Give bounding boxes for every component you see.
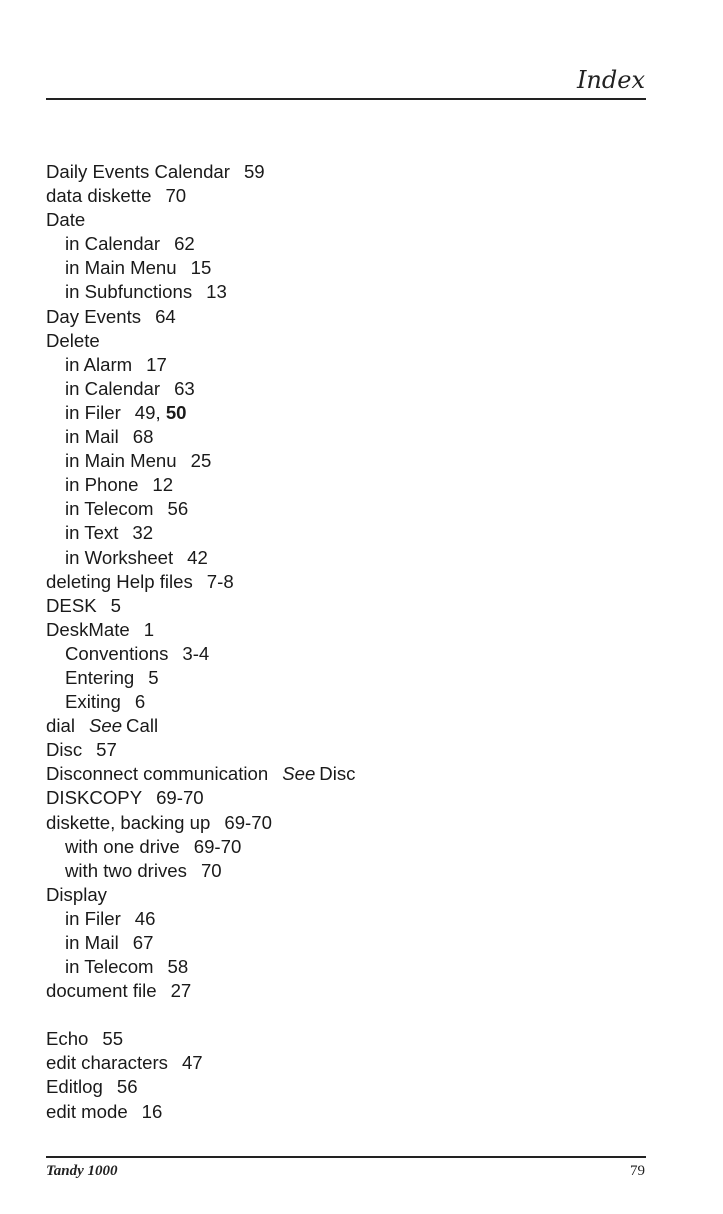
- index-entry: [46, 1100, 646, 1124]
- entry-term: DESK: [46, 594, 97, 616]
- index-entry: [46, 618, 646, 642]
- entry-see-target: Disc: [319, 763, 356, 785]
- entry-term: Disc: [46, 739, 83, 761]
- entry-term: in Alarm: [65, 353, 133, 375]
- index-subentry: [46, 931, 646, 955]
- entry-pages: 55: [102, 1028, 124, 1050]
- entry-term: Entering: [65, 666, 135, 688]
- index-entry: [46, 1075, 646, 1099]
- index-entry: [46, 208, 646, 232]
- entry-pages: 32: [132, 522, 154, 544]
- entry-term: with two drives: [65, 859, 187, 881]
- index-entry: [46, 762, 646, 786]
- entry-term: Exiting: [65, 691, 121, 713]
- index-subentry: [46, 859, 646, 883]
- entry-term: Conventions: [65, 642, 169, 664]
- entry-term: data diskette: [46, 185, 152, 207]
- index-subentry: [46, 256, 646, 280]
- entry-term: dial: [46, 715, 75, 737]
- entry-term: diskette, backing up: [46, 811, 211, 833]
- entry-term: Display: [46, 883, 107, 905]
- footer-rule: [46, 1156, 646, 1158]
- index-entry: [46, 1051, 646, 1075]
- entry-pages: 15: [190, 257, 212, 279]
- entry-pages: 49,: [134, 401, 161, 423]
- index-subentry: [46, 232, 646, 256]
- entry-pages: 13: [206, 281, 227, 303]
- index-entry: [46, 811, 646, 835]
- index-subentry: [46, 377, 646, 401]
- entry-term: in Subfunctions: [65, 281, 193, 303]
- entry-term: DISKCOPY: [46, 787, 143, 809]
- entry-see-label: See: [282, 763, 316, 785]
- index-entry: [46, 305, 646, 329]
- entry-pages: 62: [174, 233, 195, 255]
- index-entry: [46, 594, 646, 618]
- index-subentry: [46, 521, 646, 545]
- entry-pages: 68: [132, 426, 154, 448]
- entry-term: Day Events: [46, 305, 142, 327]
- entry-term: deleting Help files: [46, 570, 193, 592]
- entry-pages: 5: [110, 594, 121, 616]
- entry-pages: 56: [116, 1076, 138, 1098]
- entry-pages: 70: [200, 859, 222, 881]
- entry-term: in Telecom: [65, 956, 154, 978]
- index-entry: [46, 1027, 646, 1051]
- entry-pages: 70: [165, 185, 187, 207]
- entry-term: in Text: [65, 522, 119, 544]
- entry-pages: 69-70: [193, 835, 242, 857]
- index-entry: [46, 714, 646, 738]
- entry-term: with one drive: [65, 835, 180, 857]
- index-entries: [46, 160, 646, 1124]
- index-entry: [46, 786, 646, 810]
- entry-term: Daily Events Calendar: [46, 161, 230, 182]
- entry-pages: 58: [167, 956, 189, 978]
- entry-pages: 57: [96, 739, 117, 761]
- entry-term: in Calendar: [65, 233, 161, 255]
- entry-pages: 69-70: [156, 787, 204, 809]
- entry-pages: 16: [141, 1100, 163, 1122]
- entry-pages: 56: [167, 498, 189, 520]
- index-subentry: [46, 353, 646, 377]
- index-subentry: [46, 955, 646, 979]
- index-entry: [46, 329, 646, 353]
- entry-pages: 63: [174, 377, 195, 399]
- entry-term: DeskMate: [46, 618, 130, 640]
- entry-pages: 59: [243, 161, 265, 182]
- entry-pages: 69-70: [224, 811, 272, 833]
- index-subentry: [46, 425, 646, 449]
- entry-see-target: Call: [126, 715, 159, 737]
- entry-term: Echo: [46, 1028, 89, 1050]
- entry-pages: 3-4: [182, 642, 210, 664]
- entry-pages: 5: [148, 666, 159, 688]
- index-subentry: [46, 449, 646, 473]
- index-entry: [46, 184, 646, 208]
- index-subentry: [46, 401, 646, 425]
- index-entry: [46, 883, 646, 907]
- entry-pages: 64: [155, 305, 176, 327]
- page-header-title: Index: [576, 66, 645, 94]
- entry-pages: 27: [170, 980, 192, 1002]
- entry-pages: 17: [146, 353, 167, 375]
- footer-book-title: Tandy 1000: [46, 1163, 118, 1179]
- entry-pages: 12: [152, 474, 174, 496]
- entry-term: in Mail: [65, 932, 119, 953]
- entry-term: in Calendar: [65, 377, 161, 399]
- entry-term: in Filer: [65, 907, 121, 929]
- entry-pages: 46: [134, 907, 156, 929]
- index-subentry: [46, 666, 646, 690]
- entry-pages: 7-8: [206, 570, 234, 592]
- entry-term: in Telecom: [65, 498, 154, 520]
- header-rule: [46, 98, 646, 100]
- entry-term: edit mode: [46, 1100, 128, 1122]
- index-subentry: [46, 835, 646, 859]
- entry-term: in Main Menu: [65, 450, 177, 472]
- entry-see-label: See: [88, 715, 123, 737]
- entry-term: Delete: [46, 329, 100, 351]
- entry-pages: 67: [132, 932, 154, 953]
- entry-term: Date: [46, 209, 86, 231]
- entry-term: edit characters: [46, 1052, 168, 1074]
- index-entry: [46, 570, 646, 594]
- entry-term: Disconnect communication: [46, 763, 269, 785]
- index-entry: [46, 738, 646, 762]
- entry-bold-page: 50: [165, 401, 187, 423]
- entry-pages: 25: [190, 450, 212, 472]
- entry-term: in Mail: [65, 426, 119, 448]
- index-subentry: [46, 473, 646, 497]
- index-subentry: [46, 546, 646, 570]
- entry-term: in Worksheet: [65, 546, 174, 568]
- index-subentry: [46, 907, 646, 931]
- entry-term: Editlog: [46, 1076, 103, 1098]
- page-number: 79: [630, 1163, 645, 1179]
- section-gap: [46, 1003, 646, 1027]
- entry-pages: 42: [187, 546, 208, 568]
- entry-pages: 47: [181, 1052, 203, 1074]
- index-subentry: [46, 497, 646, 521]
- entry-pages: 1: [143, 618, 155, 640]
- index-subentry: [46, 280, 646, 304]
- index-subentry: [46, 690, 646, 714]
- index-entry: [46, 160, 646, 184]
- entry-pages: 6: [134, 691, 146, 713]
- index-subentry: [46, 642, 646, 666]
- entry-term: in Filer: [65, 401, 121, 423]
- index-entry: [46, 979, 646, 1003]
- entry-term: in Main Menu: [65, 257, 177, 279]
- entry-term: in Phone: [65, 474, 139, 496]
- entry-term: document file: [46, 980, 157, 1002]
